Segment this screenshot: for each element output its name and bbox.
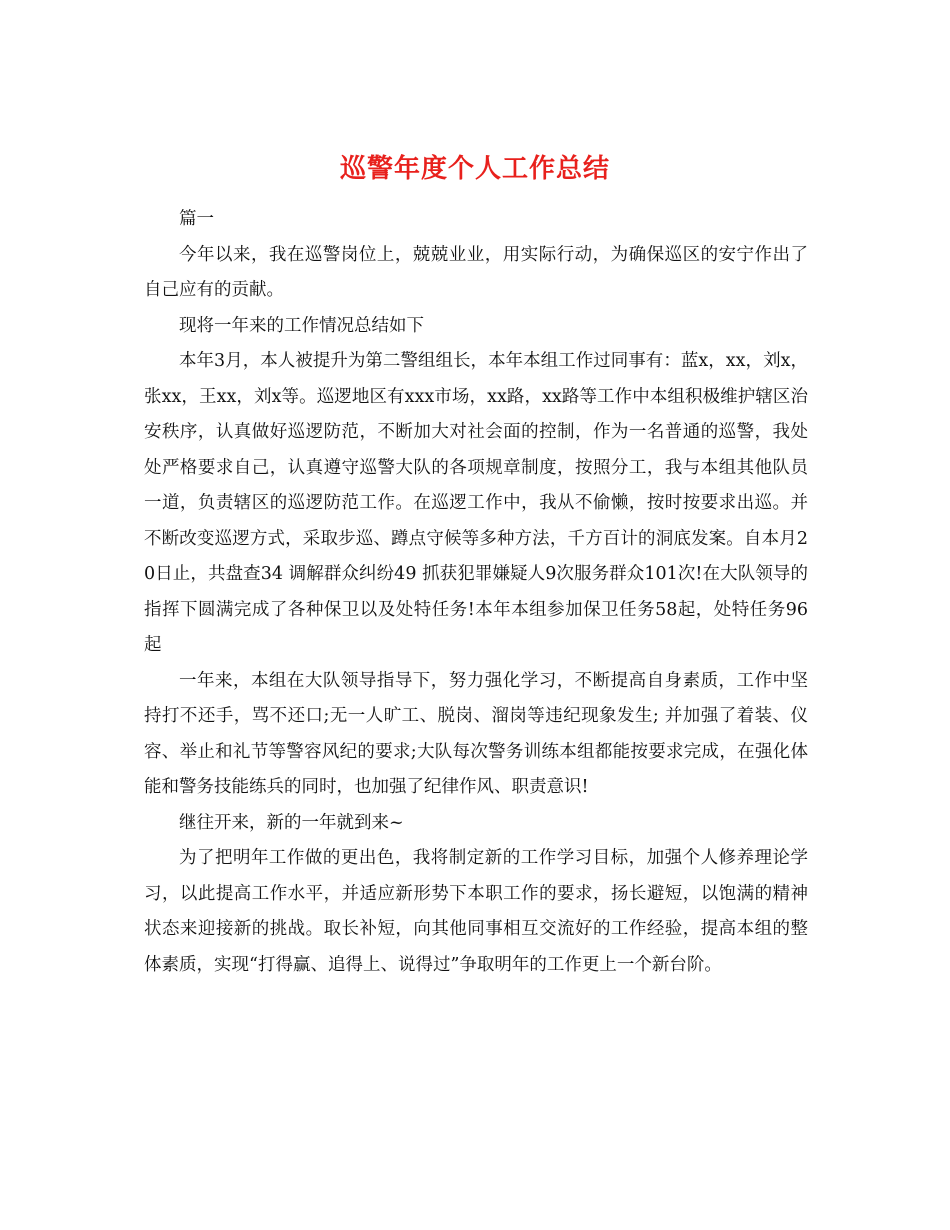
paragraph: 继往开来，新的一年就到来~ <box>179 812 404 833</box>
paragraph: 为了把明年工作做的更出色，我将制定新的工作学习目标，加强个人修养理论学习，以此提高工作水平，并适应新形势下本职工作的要求，扬长避短，以饱满的精神状态来迎接新的挑战。取长补短，向其他同事相互交流好的工作经验，提高本组的整体素质，实现“打得赢、追得上、说得过”争取明年的工作更上一个新台阶。 <box>144 848 808 975</box>
paragraph: 今年以来，我在巡警岗位上，兢兢业业，用实际行动，为确保巡区的安宁作出了自己应有的贡献。 <box>144 244 808 300</box>
section-heading: 篇一 <box>179 209 214 229</box>
document-body <box>144 202 808 983</box>
document-title: 巡警年度个人工作总结 <box>339 154 610 185</box>
paragraph: 一年来，本组在大队领导指导下，努力强化学习，不断提高自身素质，工作中坚持打不还手，骂不还口;无一人旷工、脱岗、溜岗等违纪现象发生; 并加强了着装、仪容、举止和礼节等警容风纪的要求;大队每次警务训练本组都能按要求完成，在强化体能和警务技能练兵的同时，也加强了纪律作风、职责意识! <box>144 670 808 797</box>
paragraph: 现将一年来的工作情况总结如下 <box>179 315 424 336</box>
paragraph: 本年3月，本人被提升为第二警组组长，本年本组工作过同事有：蓝x，xx，刘x，张xx，王xx，刘x等。巡逻地区有xxx市场，xx路，xx路等工作中本组积极维护辖区治安秩序，认真做好巡逻防范，不断加大对社会面的控制，作为一名普通的巡警，我处处严格要求自己，认真遵守巡警大队的各项规章制度，按照分工，我与本组其他队员一道，负责辖区的巡逻防范工作。在巡逻工作中，我从不偷懒，按时按要求出巡。并不断改变巡逻方式，采取步巡、蹲点守候等多种方法，千方百计的洞底发案。自本月20日止，共盘查34 调解群众纠纷49 抓获犯罪嫌疑人9次服务群众101次!在大队领导的指挥下圆满完成了各种保卫以及处特任务!本年本组参加保卫任务58起，处特任务96起 <box>144 351 808 655</box>
